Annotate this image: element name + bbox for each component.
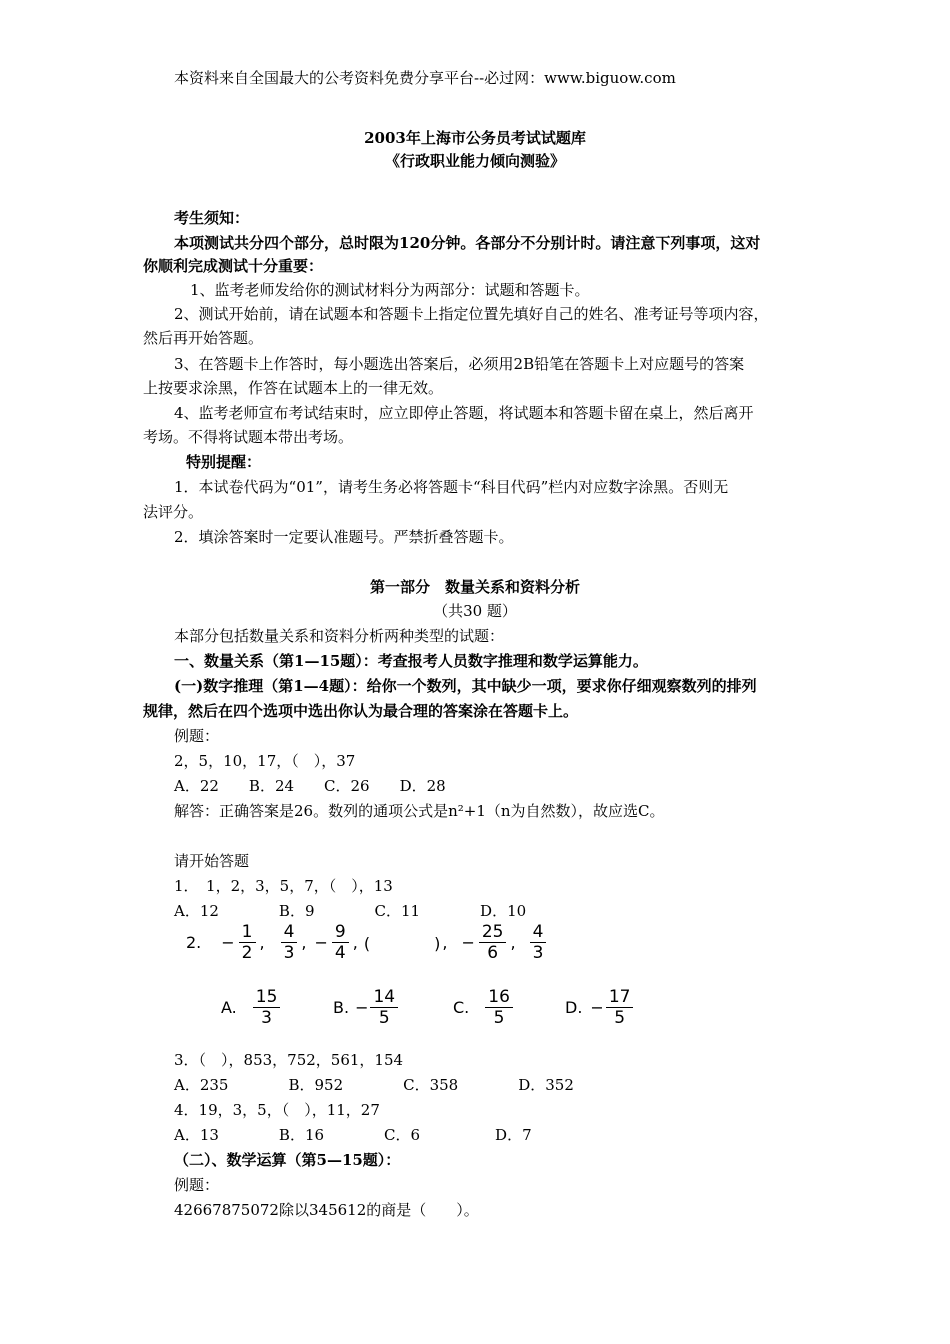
subsection1-heading: (一)数字推理（第1—4题）：给你一个数列，其中缺少一项，要求你仔细观察数列的排列 [174,677,757,695]
section1-heading: 一、数量关系（第1—15题）：考查报考人员数字推理和数学运算能力。 [174,652,648,670]
question-1-options: A．12 B．9 C．11 D．10 [174,902,527,920]
question-2: 2. − $\frac{1}{2}$ , $\frac{4}{3}$ , − $\frac{9}{4}$ , ( ) , − $\frac{25}{6}$ , $\frac{4}{3}$ [186,922,548,963]
question-3-options: A．235 B．952 C．358 D．352 [174,1076,574,1094]
question-4: 4．19，3，5，（ ），11，27 [174,1101,380,1119]
term-sign: − [314,933,328,952]
reminder-item-1: 1．本试卷代码为“01”，请考生务必将答题卡“科目代码”栏内对应数字涂黑。否则无 [174,478,729,496]
notice-item-4: 4、监考老师宣布考试结束时，应立即停止答题，将试题本和答题卡留在桌上，然后离开 [174,404,754,422]
term-sign: − [221,933,235,952]
question-1: 1． 1，2，3，5，7，（ ），13 [174,877,393,895]
doc-title: 2003年上海市公务员考试试题库 [364,129,586,147]
subsection1-heading-cont: 规律，然后在四个选项中选出你认为最合理的答案涂在答题卡上。 [143,702,579,720]
subsection2-heading: （二）、数学运算（第5—15题）： [174,1151,401,1169]
notice-item-3-cont: 上按要求涂黑，作答在试题本上的一律无效。 [143,379,444,397]
notice-intro-cont: 你顺利完成测试十分重要： [143,257,324,275]
notice-intro: 本项测试共分四个部分，总时限为120分钟。各部分不分别计时。请注意下列事项，这对 [174,234,761,252]
part1-intro: 本部分包括数量关系和资料分析两种类型的试题： [174,627,505,645]
example-answer: 解答：正确答案是26。数列的通项公式是n²+1（n为自然数），故应选C。 [174,802,665,820]
question-2-number: 2. [186,933,202,952]
doc-subtitle: 《行政职业能力倾向测验》 [384,152,565,170]
fraction-term: $\frac{1}{2}$ [239,922,256,963]
notice-item-2: 2、测试开始前，请在试题本和答题卡上指定位置先填好自己的姓名、准考证号等项内容， [174,305,769,323]
notice-heading: 考生须知： [174,209,250,227]
question-2-option-a: A. $\frac{15}{3}$ [221,987,282,1028]
fraction-term: $\frac{4}{3}$ [530,922,547,963]
question-2-option-b: B. − $\frac{14}{5}$ [333,987,400,1028]
start-prompt: 请开始答题 [174,852,250,870]
reminder-heading: 特别提醒： [186,453,262,471]
example-label: 例题： [174,727,220,745]
reminder-item-1-cont: 法评分。 [143,503,204,521]
example2-label: 例题： [174,1176,220,1194]
fraction-term: $\frac{9}{4}$ [332,922,349,963]
notice-item-3: 3、在答题卡上作答时，每小题选出答案后，必须用2B铅笔在答题卡上对应题号的答案 [174,355,745,373]
example2-question: 42667875072除以345612的商是（ ）。 [174,1201,479,1219]
notice-item-4-cont: 考场。不得将试题本带出考场。 [143,428,354,446]
header-source-line: 本资料来自全国最大的公考资料免费分享平台--必过网：www.biguow.com [174,69,676,87]
question-4-options: A．13 B．16 C．6 D．7 [174,1126,532,1144]
part1-title: 第一部分 数量关系和资料分析 [369,578,580,596]
question-2-option-d: D. − $\frac{17}{5}$ [565,987,635,1028]
term-sign: − [461,933,475,952]
fraction-term: $\frac{4}{3}$ [281,922,298,963]
part1-count: （共30 题） [433,602,517,620]
reminder-item-2: 2．填涂答案时一定要认准题号。严禁折叠答题卡。 [174,528,514,546]
question-2-option-c: C. $\frac{16}{5}$ [453,987,515,1028]
question-3: 3．（ ），853，752，561，154 [174,1051,404,1069]
notice-item-1: 1、监考老师发给你的测试材料分为两部分：试题和答题卡。 [190,281,590,299]
example-options: A．22 B．24 C．26 D．28 [174,777,446,795]
fraction-term: $\frac{25}{6}$ [479,922,507,963]
example-sequence: 2，5，10，17，（ ），37 [174,752,356,770]
notice-item-2-cont: 然后再开始答题。 [143,329,264,347]
blank-term: ( ) [363,934,441,953]
